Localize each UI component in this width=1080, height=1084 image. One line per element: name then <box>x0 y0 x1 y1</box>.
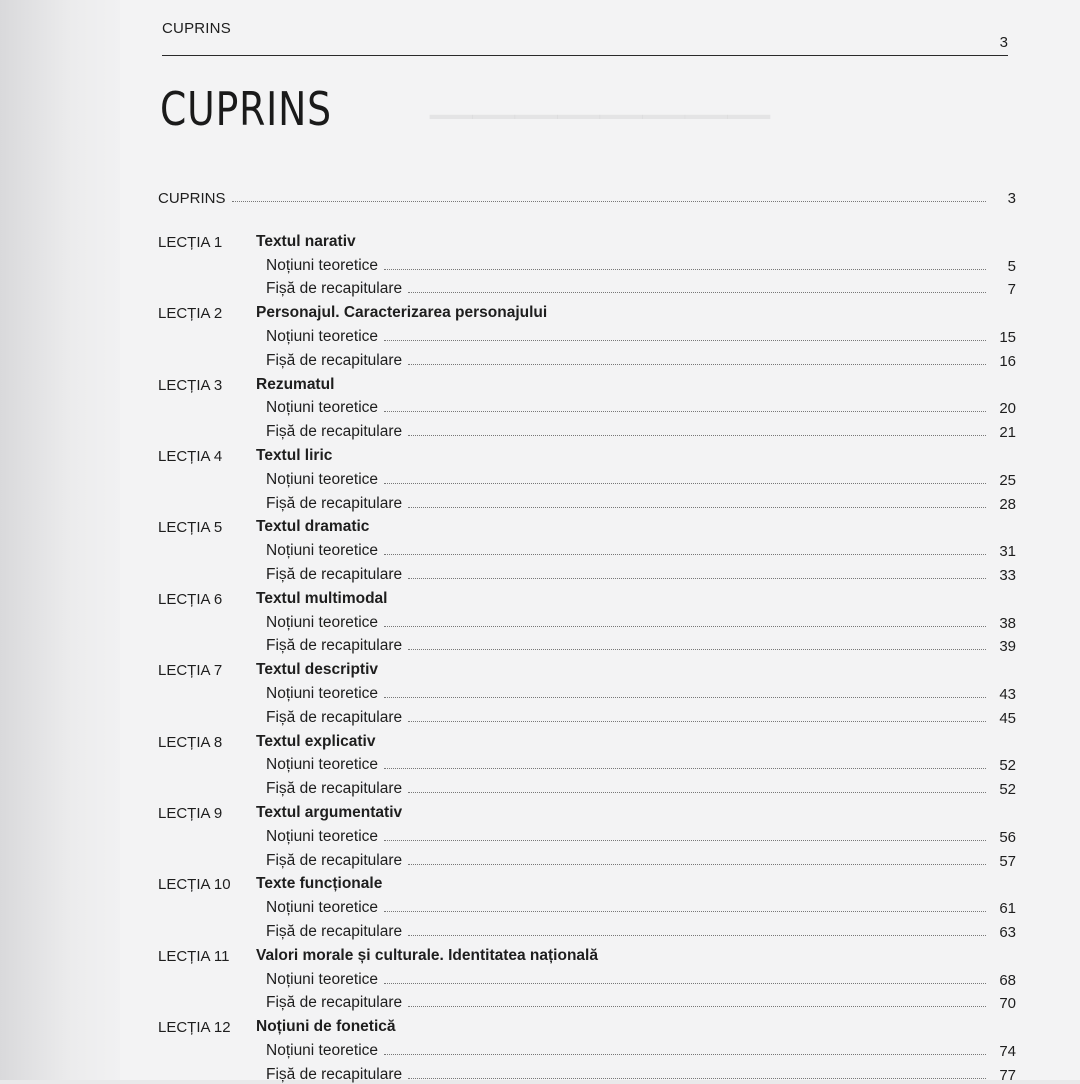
lesson-list <box>158 227 1016 1084</box>
toc-page-number: 16 <box>999 352 1016 370</box>
lesson-heading <box>158 870 1016 894</box>
toc-page-number: 45 <box>999 709 1016 727</box>
dot-leader <box>384 1054 986 1055</box>
toc-entry-label: Fișă de recapitulare <box>266 637 403 655</box>
page-number: 3 <box>999 34 1008 51</box>
lesson-number: LECȚIA 11 <box>158 947 230 965</box>
toc-entry[interactable] <box>158 965 1016 989</box>
toc-entry-label: Noțiuni teoretice <box>266 756 379 774</box>
toc-entry[interactable] <box>158 751 1016 775</box>
dot-leader <box>408 435 986 436</box>
lesson-block <box>158 727 1016 798</box>
lesson-block <box>158 370 1016 441</box>
toc-page-number: 20 <box>999 400 1016 418</box>
dot-leader <box>408 649 986 650</box>
lesson-block <box>158 584 1016 655</box>
toc-page-number: 5 <box>1007 257 1016 275</box>
toc-page-number: 33 <box>999 566 1016 584</box>
page-title: CUPRINS <box>160 82 332 136</box>
toc-entry-label: Noțiuni teoretice <box>266 470 379 488</box>
toc-entry[interactable] <box>158 417 1016 441</box>
lesson-number: LECȚIA 2 <box>158 305 223 323</box>
toc-page-number: 52 <box>999 757 1016 775</box>
toc-page-number: 43 <box>999 685 1016 703</box>
toc-entry[interactable] <box>158 679 1016 703</box>
lesson-heading <box>158 227 1016 251</box>
dot-leader <box>384 340 986 341</box>
lesson-number: LECȚIA 3 <box>158 376 223 394</box>
toc-entry-label: Noțiuni teoretice <box>266 613 379 631</box>
toc-entry-label: Noțiuni teoretice <box>266 542 379 560</box>
toc-entry-label: Fișă de recapitulare <box>266 708 403 726</box>
dot-leader <box>384 483 986 484</box>
dot-leader <box>384 768 986 769</box>
toc-entry[interactable] <box>158 346 1016 370</box>
toc-page-number: 38 <box>999 614 1016 632</box>
toc-entry[interactable] <box>158 1060 1016 1084</box>
toc-entry[interactable] <box>158 989 1016 1013</box>
lesson-heading <box>158 1012 1016 1036</box>
toc-entry[interactable] <box>158 465 1016 489</box>
lesson-block <box>158 941 1016 1012</box>
toc-entry[interactable] <box>158 608 1016 632</box>
toc-entry-label: Fișă de recapitulare <box>266 423 403 441</box>
lesson-number: LECȚIA 9 <box>158 804 223 822</box>
toc-entry-label: Noțiuni teoretice <box>266 327 379 345</box>
toc-entry[interactable] <box>158 632 1016 656</box>
lesson-block <box>158 227 1016 298</box>
toc-entry[interactable] <box>158 774 1016 798</box>
toc-entry[interactable] <box>158 275 1016 299</box>
toc-page-number: 7 <box>1007 281 1016 299</box>
dot-leader <box>232 201 986 202</box>
lesson-title: Rezumatul <box>256 375 335 393</box>
toc-entry[interactable] <box>158 251 1016 275</box>
lesson-block <box>158 513 1016 584</box>
lesson-heading <box>158 655 1016 679</box>
toc-entry-label: Fișă de recapitulare <box>266 851 403 869</box>
lesson-title: Valori morale și culturale. Identitatea națională <box>256 946 598 964</box>
lesson-number: LECȚIA 4 <box>158 447 223 465</box>
toc-entry-label: Noțiuni teoretice <box>266 1041 379 1059</box>
header-rule <box>162 55 1008 56</box>
dot-leader <box>408 292 986 293</box>
lesson-block <box>158 441 1016 512</box>
toc-entry-label: Noțiuni teoretice <box>266 970 379 988</box>
toc-page-number: 77 <box>999 1066 1016 1084</box>
toc-page-number: 25 <box>999 471 1016 489</box>
toc-entry-label: Fișă de recapitulare <box>266 351 403 369</box>
toc-page-number: 28 <box>999 495 1016 513</box>
lesson-heading <box>158 298 1016 322</box>
lesson-title: Textul liric <box>256 446 333 464</box>
toc-entry[interactable] <box>158 394 1016 418</box>
lesson-heading <box>158 513 1016 537</box>
toc-page-number: 57 <box>999 852 1016 870</box>
lesson-number: LECȚIA 8 <box>158 733 223 751</box>
dot-leader <box>408 507 986 508</box>
dot-leader <box>408 864 986 865</box>
dot-leader <box>408 721 986 722</box>
dot-leader <box>384 697 986 698</box>
dot-leader <box>408 935 986 936</box>
lesson-block <box>158 655 1016 726</box>
toc-entry-label: Noțiuni teoretice <box>266 899 379 917</box>
toc-entry-label: Fișă de recapitulare <box>266 922 403 940</box>
lesson-heading <box>158 370 1016 394</box>
toc-page-number: 15 <box>999 328 1016 346</box>
dot-leader <box>408 792 986 793</box>
toc-page-number: 39 <box>999 638 1016 656</box>
lesson-heading <box>158 727 1016 751</box>
toc-page-number: 52 <box>999 781 1016 799</box>
lesson-block <box>158 1012 1016 1083</box>
toc-entry[interactable] <box>158 822 1016 846</box>
lesson-number: LECȚIA 1 <box>158 233 223 251</box>
dot-leader <box>408 578 986 579</box>
toc-entry[interactable] <box>158 489 1016 513</box>
lesson-title: Personajul. Caracterizarea personajului <box>256 304 548 322</box>
dot-leader <box>384 411 986 412</box>
toc-entry-label: CUPRINS <box>158 190 226 207</box>
toc-entry-label: Noțiuni teoretice <box>266 684 379 702</box>
lesson-title: Textul explicativ <box>256 732 376 750</box>
toc-entry[interactable] <box>158 536 1016 560</box>
toc-entry-label: Fișă de recapitulare <box>266 994 403 1012</box>
toc-page-number: 3 <box>1007 190 1016 207</box>
lesson-heading <box>158 798 1016 822</box>
lesson-title: Textul multimodal <box>256 589 388 607</box>
lesson-number: LECȚIA 10 <box>158 876 231 894</box>
toc-page-number: 70 <box>999 995 1016 1013</box>
lesson-heading <box>158 441 1016 465</box>
lesson-title: Textul dramatic <box>256 518 370 536</box>
lesson-number: LECȚIA 12 <box>158 1019 231 1037</box>
lesson-number: LECȚIA 7 <box>158 662 223 680</box>
toc-page-number: 68 <box>999 971 1016 989</box>
toc-entry[interactable] <box>158 703 1016 727</box>
toc-entry-label: Noțiuni teoretice <box>266 827 379 845</box>
lesson-title: Textul narativ <box>256 232 356 250</box>
dot-leader <box>384 626 986 627</box>
dot-leader <box>408 1006 986 1007</box>
table-of-contents <box>158 177 1016 1084</box>
toc-page-number: 56 <box>999 828 1016 846</box>
lesson-title: Texte funcționale <box>256 875 383 893</box>
lesson-title: Noțiuni de fonetică <box>256 1018 396 1036</box>
dot-leader <box>384 983 986 984</box>
toc-entry-label: Fișă de recapitulare <box>266 1065 403 1083</box>
toc-entry-label: Noțiuni teoretice <box>266 399 379 417</box>
toc-entry[interactable] <box>158 893 1016 917</box>
toc-entry[interactable] <box>158 846 1016 870</box>
lesson-number: LECȚIA 6 <box>158 590 223 608</box>
dot-leader <box>408 1078 986 1079</box>
toc-page-number: 63 <box>999 923 1016 941</box>
toc-entry[interactable] <box>158 560 1016 584</box>
dot-leader <box>384 269 986 270</box>
toc-page-number: 31 <box>999 543 1016 561</box>
lesson-title: Textul argumentativ <box>256 803 403 821</box>
toc-entry-label: Fișă de recapitulare <box>266 494 403 512</box>
dot-leader <box>384 554 986 555</box>
dot-leader <box>384 911 986 912</box>
toc-entry[interactable] <box>158 917 1016 941</box>
lesson-block <box>158 798 1016 869</box>
dot-leader <box>384 840 986 841</box>
toc-page-number: 74 <box>999 1042 1016 1060</box>
toc-entry-cuprins[interactable] <box>158 177 1016 207</box>
lesson-block <box>158 870 1016 941</box>
toc-entry[interactable] <box>158 322 1016 346</box>
lesson-heading <box>158 941 1016 965</box>
running-head: CUPRINS <box>162 20 231 37</box>
toc-entry-label: Fișă de recapitulare <box>266 565 403 583</box>
lesson-block <box>158 298 1016 369</box>
toc-entry-label: Noțiuni teoretice <box>266 256 379 274</box>
book-gutter <box>0 0 120 1080</box>
lesson-heading <box>158 584 1016 608</box>
toc-entry-label: Fișă de recapitulare <box>266 280 403 298</box>
toc-entry[interactable] <box>158 1036 1016 1060</box>
lesson-number: LECȚIA 5 <box>158 519 223 537</box>
dot-leader <box>408 364 986 365</box>
toc-page-number: 61 <box>999 900 1016 918</box>
lesson-title: Textul descriptiv <box>256 661 379 679</box>
toc-page-number: 21 <box>999 424 1016 442</box>
toc-entry-label: Fișă de recapitulare <box>266 780 403 798</box>
